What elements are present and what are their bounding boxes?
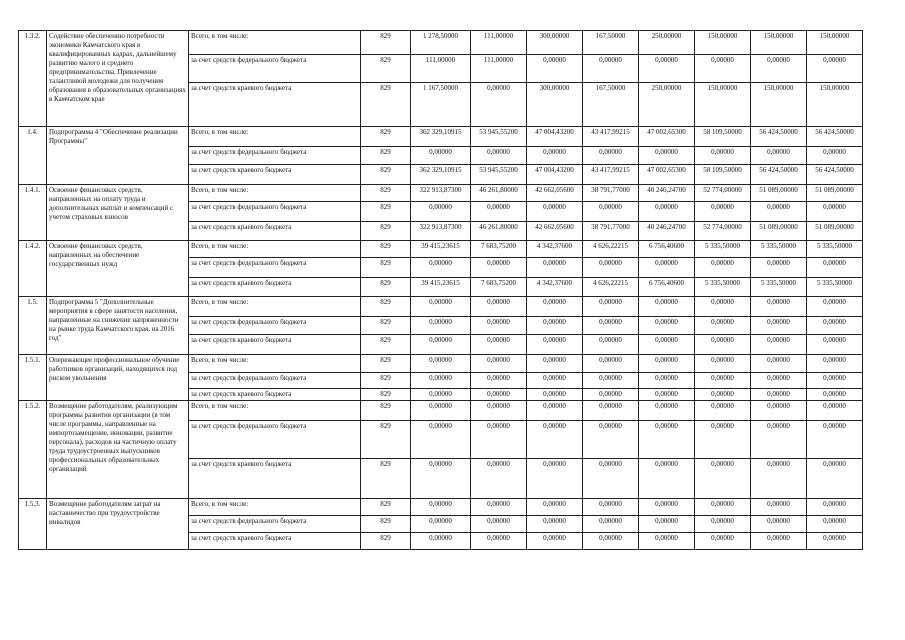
year-value: 53 945,55200 [471, 165, 527, 185]
row-number: 1.4. [19, 127, 47, 185]
table-row [19, 185, 863, 202]
year-value: 0,00000 [527, 499, 583, 516]
year-value: 0,00000 [527, 459, 583, 499]
year-value: 5 335,50000 [695, 241, 751, 258]
year-value: 7 683,75200 [471, 278, 527, 297]
year-value: 0,00000 [751, 147, 807, 165]
year-value: 0,00000 [751, 516, 807, 533]
year-value: 167,50000 [583, 83, 639, 127]
total-value: 0,00000 [411, 317, 471, 335]
year-value: 0,00000 [639, 147, 695, 165]
table-row [19, 31, 863, 55]
year-value: 300,00000 [527, 31, 583, 55]
year-value: 0,00000 [471, 373, 527, 389]
year-value: 0,00000 [639, 355, 695, 373]
total-value: 111,00000 [411, 55, 471, 83]
row-number: 1.5.2. [19, 401, 47, 499]
year-value: 111,00000 [471, 55, 527, 83]
year-value: 0,00000 [751, 373, 807, 389]
year-value: 0,00000 [695, 459, 751, 499]
year-value: 0,00000 [639, 202, 695, 222]
budget-code: 829 [361, 335, 411, 355]
budget-code: 829 [361, 459, 411, 499]
table-row [19, 355, 863, 373]
year-value: 0,00000 [639, 317, 695, 335]
funding-source: за счет средств краевого бюджета [189, 533, 361, 550]
year-value: 0,00000 [527, 533, 583, 550]
total-value: 0,00000 [411, 258, 471, 278]
year-value: 58 109,50000 [695, 127, 751, 147]
funding-source: Всего, в том числе: [189, 355, 361, 373]
year-value: 0,00000 [807, 258, 863, 278]
year-value: 0,00000 [807, 147, 863, 165]
year-value: 0,00000 [583, 401, 639, 421]
year-value: 43 417,99215 [583, 127, 639, 147]
year-value: 0,00000 [583, 297, 639, 317]
year-value: 0,00000 [527, 147, 583, 165]
year-value: 0,00000 [695, 147, 751, 165]
funding-source: за счет средств федерального бюджета [189, 55, 361, 83]
year-value: 0,00000 [695, 389, 751, 401]
row-name: Опережающее профессиональное обучение работников организаций, находящихся под риском увольнения [47, 355, 189, 401]
funding-source: Всего, в том числе: [189, 185, 361, 202]
year-value: 0,00000 [471, 533, 527, 550]
year-value: 0,00000 [583, 459, 639, 499]
year-value: 0,00000 [695, 202, 751, 222]
year-value: 0,00000 [639, 55, 695, 83]
year-value: 0,00000 [527, 516, 583, 533]
year-value: 38 791,77000 [583, 222, 639, 241]
year-value: 0,00000 [527, 335, 583, 355]
year-value: 0,00000 [471, 147, 527, 165]
year-value: 0,00000 [751, 499, 807, 516]
year-value: 0,00000 [695, 355, 751, 373]
budget-code: 829 [361, 516, 411, 533]
row-name: Содействие обеспечению потребности экономики Камчатского края в квалифицированных кадрах, дальнейшему развитию малого и среднего предпринимательства. Привлечение талантливой молодежи для получения образования в образовательных организациях в Камчатском крае [47, 31, 189, 127]
year-value: 5 335,50000 [807, 278, 863, 297]
year-value: 0,00000 [807, 459, 863, 499]
year-value: 0,00000 [583, 533, 639, 550]
year-value: 0,00000 [639, 297, 695, 317]
total-value: 0,00000 [411, 516, 471, 533]
table-row [19, 297, 863, 317]
year-value: 0,00000 [639, 421, 695, 459]
year-value: 0,00000 [639, 401, 695, 421]
budget-code: 829 [361, 127, 411, 147]
year-value: 5 335,50000 [751, 241, 807, 258]
year-value: 51 089,00000 [807, 185, 863, 202]
year-value: 0,00000 [583, 373, 639, 389]
year-value: 0,00000 [471, 202, 527, 222]
year-value: 0,00000 [527, 202, 583, 222]
total-value: 0,00000 [411, 421, 471, 459]
budget-code: 829 [361, 533, 411, 550]
total-value: 322 913,87300 [411, 222, 471, 241]
year-value: 0,00000 [583, 317, 639, 335]
total-value: 0,00000 [411, 533, 471, 550]
year-value: 0,00000 [471, 258, 527, 278]
year-value: 0,00000 [527, 297, 583, 317]
year-value: 0,00000 [471, 297, 527, 317]
funding-source: Всего, в том числе: [189, 401, 361, 421]
year-value: 0,00000 [527, 421, 583, 459]
budget-table [18, 30, 863, 550]
year-value: 150,00000 [695, 83, 751, 127]
year-value: 4 342,37600 [527, 241, 583, 258]
year-value: 56 424,50000 [751, 127, 807, 147]
year-value: 43 417,99215 [583, 165, 639, 185]
year-value: 0,00000 [695, 516, 751, 533]
funding-source: за счет средств краевого бюджета [189, 278, 361, 297]
total-value: 1 167,50000 [411, 83, 471, 127]
year-value: 0,00000 [807, 55, 863, 83]
year-value: 5 335,50000 [751, 278, 807, 297]
year-value: 111,00000 [471, 31, 527, 55]
funding-source: Всего, в том числе: [189, 297, 361, 317]
row-number: 1.5.1. [19, 355, 47, 401]
total-value: 39 415,23615 [411, 241, 471, 258]
year-value: 0,00000 [527, 55, 583, 83]
funding-source: за счет средств федерального бюджета [189, 147, 361, 165]
year-value: 0,00000 [583, 389, 639, 401]
year-value: 47 004,43200 [527, 127, 583, 147]
year-value: 0,00000 [471, 459, 527, 499]
year-value: 0,00000 [751, 355, 807, 373]
budget-code: 829 [361, 185, 411, 202]
year-value: 0,00000 [751, 55, 807, 83]
table-row [19, 241, 863, 258]
row-name: Освоение финансовых средств, направленных на оплату труда и дополнительных выплат и компенсаций с учетом страховых взносов [47, 185, 189, 241]
funding-source: за счет средств краевого бюджета [189, 389, 361, 401]
year-value: 6 756,40600 [639, 278, 695, 297]
year-value: 0,00000 [527, 389, 583, 401]
year-value: 0,00000 [639, 389, 695, 401]
year-value: 300,00000 [527, 83, 583, 127]
year-value: 0,00000 [695, 421, 751, 459]
year-value: 250,00000 [639, 83, 695, 127]
year-value: 0,00000 [695, 401, 751, 421]
row-number: 1.3.2. [19, 31, 47, 127]
budget-code: 829 [361, 241, 411, 258]
year-value: 0,00000 [695, 533, 751, 550]
table-row [19, 401, 863, 421]
total-value: 362 329,10915 [411, 165, 471, 185]
row-name: Возмещение работодателям затрат на наставничество при трудоустройстве инвалидов [47, 499, 189, 550]
row-number: 1.5. [19, 297, 47, 355]
row-name: Подпрограмма 4 "Обеспечение реализации Программы" [47, 127, 189, 185]
year-value: 0,00000 [471, 499, 527, 516]
year-value: 52 774,00000 [695, 185, 751, 202]
year-value: 0,00000 [471, 401, 527, 421]
year-value: 56 424,50000 [807, 127, 863, 147]
year-value: 0,00000 [471, 335, 527, 355]
year-value: 0,00000 [695, 297, 751, 317]
year-value: 0,00000 [583, 258, 639, 278]
funding-source: Всего, в том числе: [189, 499, 361, 516]
year-value: 0,00000 [639, 459, 695, 499]
year-value: 42 662,05600 [527, 222, 583, 241]
funding-source: за счет средств федерального бюджета [189, 516, 361, 533]
year-value: 0,00000 [807, 317, 863, 335]
year-value: 0,00000 [471, 389, 527, 401]
budget-code: 829 [361, 389, 411, 401]
year-value: 0,00000 [807, 533, 863, 550]
year-value: 52 774,00000 [695, 222, 751, 241]
year-value: 7 683,75200 [471, 241, 527, 258]
year-value: 0,00000 [751, 202, 807, 222]
year-value: 0,00000 [807, 202, 863, 222]
funding-source: за счет средств краевого бюджета [189, 459, 361, 499]
total-value: 0,00000 [411, 202, 471, 222]
budget-code: 829 [361, 421, 411, 459]
funding-source: за счет средств федерального бюджета [189, 421, 361, 459]
budget-code: 829 [361, 401, 411, 421]
year-value: 150,00000 [751, 31, 807, 55]
year-value: 0,00000 [639, 533, 695, 550]
year-value: 0,00000 [471, 317, 527, 335]
funding-source: за счет средств федерального бюджета [189, 373, 361, 389]
year-value: 51 089,00000 [751, 185, 807, 202]
year-value: 0,00000 [639, 373, 695, 389]
year-value: 5 335,50000 [695, 278, 751, 297]
budget-code: 829 [361, 297, 411, 317]
row-name: Возмещение работодателям, реализующим программы развития организации (в том числе программы, направленные на импортозамещение, инновации, развитие персонала), расходов на частичную оплату труда трудоустроенных выпускников профессиональных образовательных организаций [47, 401, 189, 499]
total-value: 0,00000 [411, 297, 471, 317]
year-value: 47 002,65300 [639, 127, 695, 147]
year-value: 0,00000 [751, 297, 807, 317]
year-value: 0,00000 [751, 335, 807, 355]
year-value: 56 424,50000 [751, 165, 807, 185]
year-value: 0,00000 [751, 258, 807, 278]
year-value: 0,00000 [639, 516, 695, 533]
total-value: 0,00000 [411, 499, 471, 516]
year-value: 0,00000 [639, 335, 695, 355]
budget-code: 829 [361, 355, 411, 373]
table-row [19, 499, 863, 516]
funding-source: за счет средств федерального бюджета [189, 258, 361, 278]
funding-source: за счет средств федерального бюджета [189, 202, 361, 222]
year-value: 150,00000 [751, 83, 807, 127]
total-value: 0,00000 [411, 401, 471, 421]
budget-code: 829 [361, 222, 411, 241]
funding-source: за счет средств федерального бюджета [189, 317, 361, 335]
row-number: 1.5.3. [19, 499, 47, 550]
year-value: 58 109,50000 [695, 165, 751, 185]
year-value: 0,00000 [807, 421, 863, 459]
year-value: 0,00000 [807, 389, 863, 401]
funding-source: Всего, в том числе: [189, 241, 361, 258]
year-value: 0,00000 [807, 335, 863, 355]
year-value: 46 261,80000 [471, 222, 527, 241]
year-value: 0,00000 [695, 373, 751, 389]
year-value: 0,00000 [583, 335, 639, 355]
year-value: 0,00000 [527, 373, 583, 389]
row-number: 1.4.1. [19, 185, 47, 241]
year-value: 40 246,24700 [639, 222, 695, 241]
year-value: 0,00000 [583, 147, 639, 165]
year-value: 0,00000 [639, 258, 695, 278]
year-value: 0,00000 [527, 258, 583, 278]
funding-source: за счет средств краевого бюджета [189, 335, 361, 355]
year-value: 0,00000 [751, 421, 807, 459]
year-value: 0,00000 [751, 389, 807, 401]
year-value: 4 626,22215 [583, 278, 639, 297]
year-value: 0,00000 [583, 355, 639, 373]
year-value: 0,00000 [471, 355, 527, 373]
budget-code: 829 [361, 278, 411, 297]
total-value: 0,00000 [411, 389, 471, 401]
year-value: 0,00000 [583, 516, 639, 533]
total-value: 362 329,10915 [411, 127, 471, 147]
year-value: 56 424,50000 [807, 165, 863, 185]
year-value: 0,00000 [527, 355, 583, 373]
budget-code: 829 [361, 317, 411, 335]
funding-source: Всего, в том числе: [189, 127, 361, 147]
year-value: 0,00000 [807, 516, 863, 533]
year-value: 0,00000 [807, 401, 863, 421]
year-value: 167,50000 [583, 31, 639, 55]
year-value: 0,00000 [695, 55, 751, 83]
year-value: 0,00000 [751, 317, 807, 335]
year-value: 0,00000 [471, 421, 527, 459]
funding-source: за счет средств краевого бюджета [189, 222, 361, 241]
budget-code: 829 [361, 165, 411, 185]
total-value: 1 278,50000 [411, 31, 471, 55]
year-value: 0,00000 [751, 459, 807, 499]
year-value: 6 756,40600 [639, 241, 695, 258]
year-value: 47 004,43200 [527, 165, 583, 185]
year-value: 0,00000 [471, 83, 527, 127]
total-value: 39 415,23615 [411, 278, 471, 297]
year-value: 0,00000 [807, 499, 863, 516]
year-value: 0,00000 [807, 355, 863, 373]
total-value: 0,00000 [411, 373, 471, 389]
year-value: 0,00000 [695, 335, 751, 355]
year-value: 42 662,05600 [527, 185, 583, 202]
year-value: 150,00000 [807, 83, 863, 127]
year-value: 0,00000 [527, 401, 583, 421]
table-body [19, 31, 863, 550]
year-value: 46 261,80000 [471, 185, 527, 202]
total-value: 0,00000 [411, 335, 471, 355]
year-value: 0,00000 [639, 499, 695, 516]
table-row [19, 127, 863, 147]
total-value: 0,00000 [411, 355, 471, 373]
budget-code: 829 [361, 202, 411, 222]
total-value: 0,00000 [411, 147, 471, 165]
budget-code: 829 [361, 147, 411, 165]
year-value: 0,00000 [695, 258, 751, 278]
row-name: Освоение финансовых средств, направленных на обеспечение государственных нужд [47, 241, 189, 297]
year-value: 0,00000 [527, 317, 583, 335]
year-value: 5 335,50000 [807, 241, 863, 258]
budget-code: 829 [361, 373, 411, 389]
year-value: 4 342,37600 [527, 278, 583, 297]
funding-source: за счет средств краевого бюджета [189, 83, 361, 127]
budget-code: 829 [361, 258, 411, 278]
year-value: 4 626,22215 [583, 241, 639, 258]
year-value: 0,00000 [583, 421, 639, 459]
year-value: 250,00000 [639, 31, 695, 55]
budget-code: 829 [361, 83, 411, 127]
year-value: 51 089,00000 [807, 222, 863, 241]
year-value: 0,00000 [583, 55, 639, 83]
row-name: Подпрограмма 5 "Дополнительные мероприятия в сфере занятости населения, направленные на снижение напряженности на рынке труда Камчатского края, на 2016 год" [47, 297, 189, 355]
funding-source: Всего, в том числе: [189, 31, 361, 55]
year-value: 0,00000 [751, 533, 807, 550]
year-value: 0,00000 [583, 499, 639, 516]
year-value: 150,00000 [695, 31, 751, 55]
year-value: 53 945,55200 [471, 127, 527, 147]
year-value: 150,00000 [807, 31, 863, 55]
year-value: 47 002,65300 [639, 165, 695, 185]
year-value: 51 089,00000 [751, 222, 807, 241]
year-value: 0,00000 [695, 317, 751, 335]
funding-source: за счет средств краевого бюджета [189, 165, 361, 185]
budget-code: 829 [361, 31, 411, 55]
total-value: 322 913,87300 [411, 185, 471, 202]
year-value: 40 246,24700 [639, 185, 695, 202]
year-value: 0,00000 [807, 297, 863, 317]
total-value: 0,00000 [411, 459, 471, 499]
row-number: 1.4.2. [19, 241, 47, 297]
budget-code: 829 [361, 55, 411, 83]
budget-code: 829 [361, 499, 411, 516]
year-value: 0,00000 [583, 202, 639, 222]
year-value: 0,00000 [695, 499, 751, 516]
year-value: 0,00000 [471, 516, 527, 533]
year-value: 0,00000 [807, 373, 863, 389]
year-value: 0,00000 [751, 401, 807, 421]
year-value: 38 791,77000 [583, 185, 639, 202]
